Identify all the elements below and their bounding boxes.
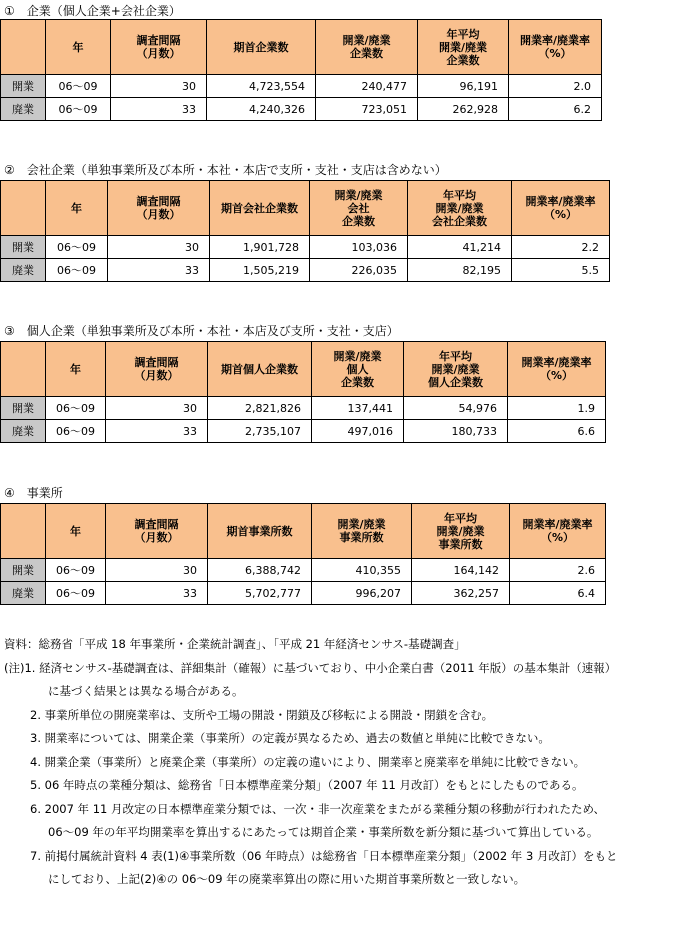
- cell-rate: 5.5: [512, 259, 610, 282]
- cell-rate: 2.2: [512, 236, 610, 259]
- header-avg: 年平均 開業/廃業 会社企業数: [408, 181, 512, 236]
- cell-start: 4,240,326: [207, 98, 316, 121]
- header-interval: 調査間隔 （月数）: [106, 342, 208, 397]
- header-start: 期首事業所数: [208, 504, 312, 559]
- header-count: 開業/廃業 会社 企業数: [310, 181, 408, 236]
- table-row: [1, 236, 610, 259]
- cell-interval: 33: [106, 420, 208, 443]
- table-row: [1, 582, 606, 605]
- cell-avg: 96,191: [418, 75, 509, 98]
- cell-start: 2,821,826: [208, 397, 312, 420]
- cell-interval: 30: [106, 559, 208, 582]
- header-start: 期首会社企業数: [210, 181, 310, 236]
- cell-count: 723,051: [316, 98, 418, 121]
- cell-rate: 6.6: [508, 420, 606, 443]
- note-5: 5. 06 年時点の業種分類は、総務省「日本標準産業分類」（2007 年 11 月改訂）をもとにしたものである。: [30, 778, 584, 792]
- notes: [4, 633, 674, 892]
- header-interval: 調査間隔 （月数）: [111, 20, 207, 75]
- cell-interval: 33: [108, 259, 210, 282]
- header-start: 期首企業数: [207, 20, 316, 75]
- section-4-title: ④ 事業所: [4, 486, 63, 500]
- cell-count: 410,355: [312, 559, 412, 582]
- row-label: 開業: [1, 75, 46, 98]
- cell-avg: 362,257: [412, 582, 510, 605]
- cell-start: 1,505,219: [210, 259, 310, 282]
- header-count: 開業/廃業 企業数: [316, 20, 418, 75]
- cell-count: 240,477: [316, 75, 418, 98]
- cell-start: 6,388,742: [208, 559, 312, 582]
- cell-interval: 33: [106, 582, 208, 605]
- header-corner: [1, 342, 46, 397]
- table-row: [1, 397, 606, 420]
- header-year: 年: [46, 504, 106, 559]
- cell-avg: 164,142: [412, 559, 510, 582]
- cell-year: 06～09: [46, 98, 111, 121]
- table-row: [1, 75, 602, 98]
- cell-avg: 54,976: [404, 397, 508, 420]
- cell-count: 996,207: [312, 582, 412, 605]
- cell-year: 06～09: [46, 259, 108, 282]
- cell-avg: 180,733: [404, 420, 508, 443]
- row-label: 開業: [1, 236, 46, 259]
- row-label: 廃業: [1, 582, 46, 605]
- table-row: [1, 98, 602, 121]
- header-count: 開業/廃業 個人 企業数: [312, 342, 404, 397]
- header-year: 年: [46, 20, 111, 75]
- header-interval: 調査間隔 （月数）: [108, 181, 210, 236]
- note-7: 7. 前掲付属統計資料 4 表(1)④事業所数（06 年時点）は総務省「日本標準産業分類」（2002 年 3 月改訂）をもと: [30, 848, 618, 863]
- header-rate: 開業率/廃業率 （%）: [512, 181, 610, 236]
- cell-interval: 30: [106, 397, 208, 420]
- cell-rate: 2.6: [510, 559, 606, 582]
- cell-year: 06～09: [46, 75, 111, 98]
- cell-rate: 2.0: [509, 75, 602, 98]
- note-1-cont: に基づく結果とは異なる場合がある。: [48, 684, 244, 698]
- note-1: (注)1. 経済センサス-基礎調査は、詳細集計（確報）に基づいており、中小企業白書（2011 年版）の基本集計（速報）: [4, 660, 617, 675]
- header-year: 年: [46, 181, 108, 236]
- row-label: 開業: [1, 559, 46, 582]
- cell-start: 5,702,777: [208, 582, 312, 605]
- row-label: 廃業: [1, 259, 46, 282]
- header-corner: [1, 504, 46, 559]
- cell-avg: 41,214: [408, 236, 512, 259]
- cell-year: 06～09: [46, 236, 108, 259]
- table-row: [1, 259, 610, 282]
- note-6: 6. 2007 年 11 月改定の日本標準産業分類では、一次・非一次産業をまたがる業種分類の移動が行われたため、: [30, 801, 606, 816]
- cell-rate: 6.2: [509, 98, 602, 121]
- row-label: 廃業: [1, 420, 46, 443]
- header-avg: 年平均 開業/廃業 個人企業数: [404, 342, 508, 397]
- cell-year: 06～09: [46, 420, 106, 443]
- cell-interval: 33: [111, 98, 207, 121]
- note-2: 2. 事業所単位の開廃業率は、支所や工場の開設・閉鎖及び移転による開設・閉鎖を含む。: [30, 707, 494, 722]
- section-4-table: [0, 503, 606, 605]
- cell-interval: 30: [108, 236, 210, 259]
- cell-avg: 262,928: [418, 98, 509, 121]
- cell-count: 497,016: [312, 420, 404, 443]
- note-4: 4. 開業企業（事業所）と廃業企業（事業所）の定義の違いにより、開業率と廃業率を単純に比較できない。: [30, 754, 586, 769]
- cell-avg: 82,195: [408, 259, 512, 282]
- header-rate: 開業率/廃業率 （%）: [509, 20, 602, 75]
- cell-count: 137,441: [312, 397, 404, 420]
- cell-rate: 6.4: [510, 582, 606, 605]
- note-6-cont: 06～09 年の年平均開業率を算出するにあたっては期首企業・事業所数を新分類に基づいて算出している。: [48, 825, 599, 839]
- section-1-table: [0, 19, 602, 121]
- header-year: 年: [46, 342, 106, 397]
- note-7-cont: にしており、上記(2)④の 06～09 年の廃業率算出の際に用いた期首事業所数と一致しない。: [48, 872, 526, 886]
- cell-start: 1,901,728: [210, 236, 310, 259]
- header-rate: 開業率/廃業率 （%）: [510, 504, 606, 559]
- section-2-table: [0, 180, 610, 282]
- cell-start: 2,735,107: [208, 420, 312, 443]
- cell-start: 4,723,554: [207, 75, 316, 98]
- cell-count: 226,035: [310, 259, 408, 282]
- header-corner: [1, 20, 46, 75]
- note-3: 3. 開業率については、開業企業（事業所）の定義が異なるため、過去の数値と単純に比較できない。: [30, 731, 550, 745]
- section-3-table: [0, 341, 606, 443]
- row-label: 開業: [1, 397, 46, 420]
- cell-year: 06～09: [46, 397, 106, 420]
- header-rate: 開業率/廃業率 （%）: [508, 342, 606, 397]
- cell-count: 103,036: [310, 236, 408, 259]
- source-note: 資料：総務省「平成 18 年事業所・企業統計調査」、「平成 21 年経済センサス-基礎調査」: [4, 637, 466, 651]
- cell-year: 06～09: [46, 559, 106, 582]
- header-start: 期首個人企業数: [208, 342, 312, 397]
- row-label: 廃業: [1, 98, 46, 121]
- header-avg: 年平均 開業/廃業 企業数: [418, 20, 509, 75]
- cell-interval: 30: [111, 75, 207, 98]
- header-count: 開業/廃業 事業所数: [312, 504, 412, 559]
- cell-year: 06～09: [46, 582, 106, 605]
- table-row: [1, 559, 606, 582]
- cell-rate: 1.9: [508, 397, 606, 420]
- section-1-title: ① 企業（個人企業+会社企業）: [4, 4, 181, 18]
- table-row: [1, 420, 606, 443]
- section-2-title: ② 会社企業（単独事業所及び本所・本社・本店で支所・支社・支店は含めない）: [4, 163, 447, 177]
- header-corner: [1, 181, 46, 236]
- section-3-title: ③ 個人企業（単独事業所及び本所・本社・本店及び支所・支社・支店）: [4, 324, 399, 338]
- header-avg: 年平均 開業/廃業 事業所数: [412, 504, 510, 559]
- header-interval: 調査間隔 （月数）: [106, 504, 208, 559]
